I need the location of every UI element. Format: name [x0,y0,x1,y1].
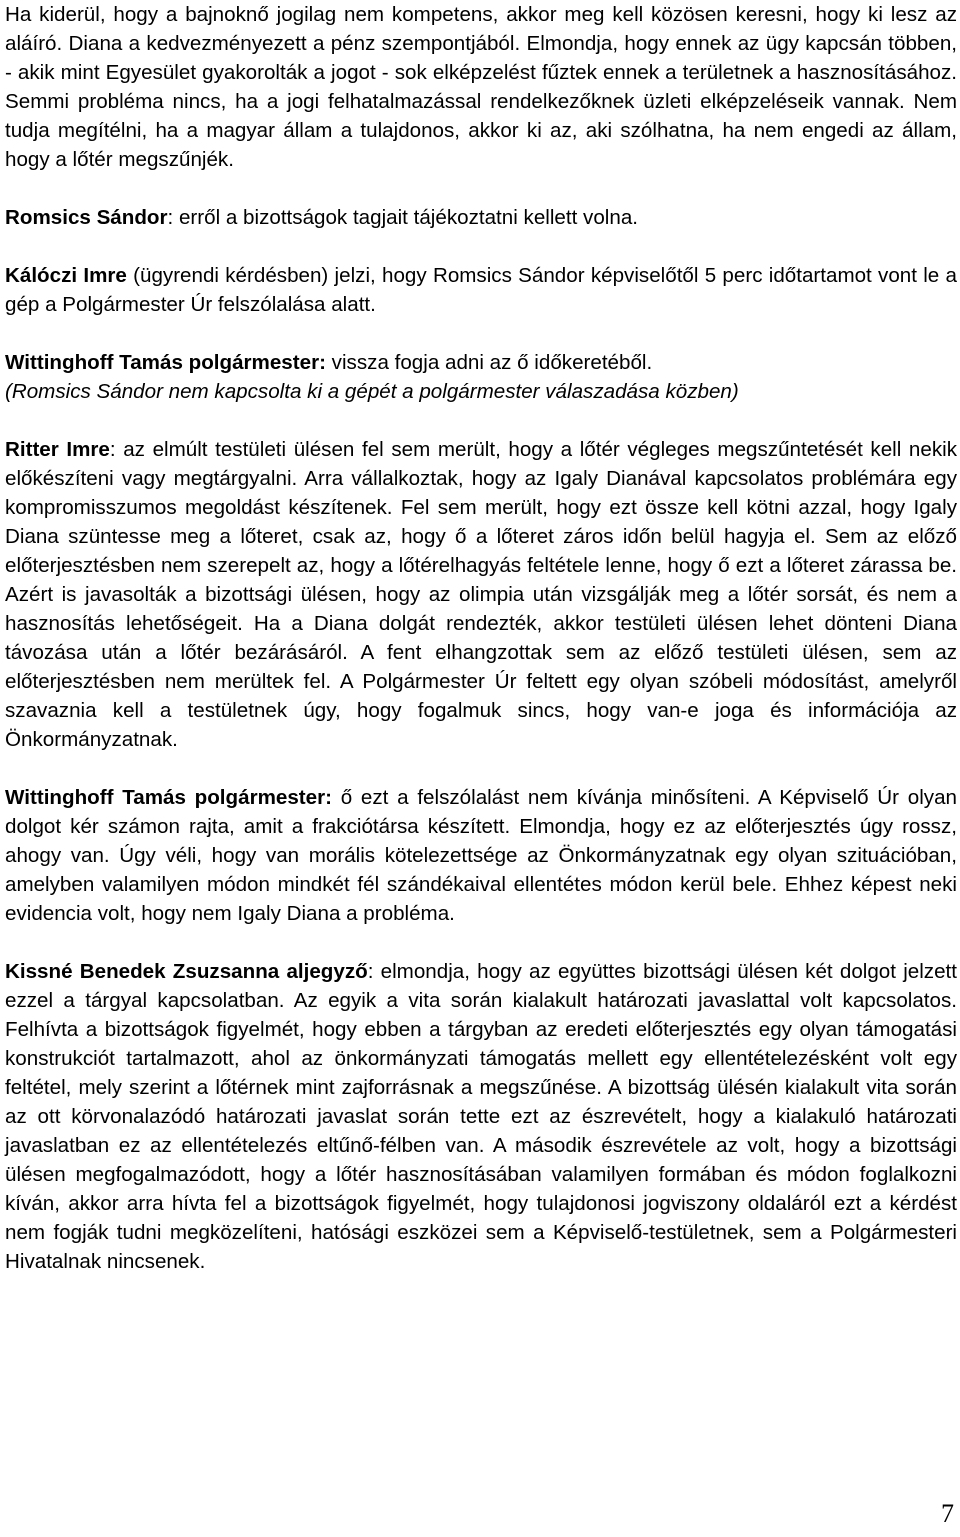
paragraph-ritter [5,435,957,754]
speech-text: vissza fogja adni az ő időkeretéből. [325,351,653,374]
page-number: 7 [941,1499,954,1528]
paragraph-kissne [5,957,957,1276]
speech-text: : erről a bizottságok tagjait tájékoztatni kellett volna. [167,206,638,229]
paragraph-kaloczi [5,261,957,319]
paragraph-romsics [5,203,957,232]
paragraph-wittinghoff-2 [5,783,957,928]
paragraph-intro: Ha kiderül, hogy a bajnoknő jogilag nem kompetens, akkor meg kell közösen keresni, hogy ki lesz az aláíró. Diana a kedvezményezett a pénz szempontjából. Elmondja, hogy ennek az ügy kapcsán többen, - akik mint Egyesület gyakorolták a jogot - sok elképzelést fűztek ennek a területnek a hasznosításához. Semmi probléma nincs, ha a jogi felhatalmazással rendelkezőknek üzleti elképzeléseik vannak. Nem tudja megítélni, ha a magyar állam a tulajdonos, akkor ki az, aki szólhatna, ha nem engedi az állam, hogy a lőtér megszűnjék. [5,3,957,171]
speaker-name: Kálóczi Imre [5,264,127,287]
speech-text: ő ezt a felszólalást nem kívánja minősíteni. A Képviselő Úr olyan dolgot kér számon rajta, amit a frakciótársa készített. Elmondja, hogy ez az előterjesztés úgy rossz, ahogy van. Úgy véli, hogy van morális kötelezettsége az Önkormányzatnak egy olyan szituációban, amelyben valamilyen módon mindkét fél szándékaival ellentétes módon kerül bele. Ehhez képest neki evidencia volt, hogy nem Igaly Diana a probléma. [5,786,957,925]
speaker-name: Wittinghoff Tamás polgármester: [5,351,326,374]
procedural-note: (Romsics Sándor nem kapcsolta ki a gépét a polgármester válaszadása közben) [5,380,739,403]
speaker-name: Romsics Sándor [5,206,168,229]
paragraph-wittinghoff-1 [5,348,957,377]
speech-text: : elmondja, hogy az együttes bizottsági ülésen két dolgot jelzett ezzel a tárgyal kapcsolatban. Az egyik a vita során kialakult határozati javaslattal volt kapcsolatos. Felhívta a bizottságok figyelmét, hogy ebben a tárgyban az eredeti előterjesztés egy olyan támogatási konstrukciót tartalmazott, ahol az önkormányzati támogatás mellett egy ellentételezésként volt egy feltétel, mely szerint a lőtérnek mint zajforrásnak a megszűnése. A bizottság ülésén kialakult vita során az ott körvonalazódó határozati javaslat során tette ezt az észrevételt, hogy a kialakuló határozati javaslatban ez az ellentételezés eltűnő-félben van. A második észrevétele az volt, hogy a bizottsági ülésen megfogalmazódott, hogy a lőtér hasznosításában valamilyen formában és módon foglalkozni kíván, akkor arra hívta fel a bizottságok figyelmét, hogy tulajdonosi jogviszony oldaláról ezt a kérdést nem fogják tudni megközelíteni, hatósági eszközei sem a Képviselő-testületnek, sem a Polgármesteri Hivatalnak nincsenek. [5,960,957,1273]
document-page [5,0,957,1276]
speaker-name: Ritter Imre [5,438,110,461]
speaker-name: Kissné Benedek Zsuzsanna aljegyző [5,960,368,983]
speaker-name: Wittinghoff Tamás polgármester: [5,786,332,809]
speech-text: : az elmúlt testületi ülésen fel sem merült, hogy a lőtér végleges megszűntetését kell nekik előkészíteni vagy megtárgyalni. Arra vállalkoztak, hogy az Igaly Dianával kapcsolatos problémára egy kompromisszumos megoldást készítenek. Fel sem merült, hogy ezt össze kell kötni azzal, hogy Igaly Diana szüntesse meg a lőteret, csak az, hogy ő a lőteret záros időn belül hagyja el. Sem az előző előterjesztésben nem szerepelt az, hogy a lőtérelhagyás feltétele lenne, hogy ő ezt a lőteret zárassa be. Azért is javasolták a bizottsági ülésen, hogy az olimpia után vizsgálják meg a lőtér sorsát, és nem a hasznosítás lehetőségeit. Ha a Diana dolgát rendezték, akkor testületi ülésen lehet dönteni Diana távozása után a lőtér bezárásáról. A fent elhangzottak sem az előző testületi ülésen, sem az előterjesztésben nem merültek fel. A Polgármester Úr feltett egy olyan szóbeli módosítást, amelyről szavaznia kell a testületnek úgy, hogy fogalmuk sincs, hogy van-e joga és információja az Önkormányzatnak. [5,438,957,751]
speech-text: (ügyrendi kérdésben) jelzi, hogy Romsics Sándor képviselőtől 5 perc időtartamot vont le a gép a Polgármester Úr felszólalása alatt. [5,264,957,316]
